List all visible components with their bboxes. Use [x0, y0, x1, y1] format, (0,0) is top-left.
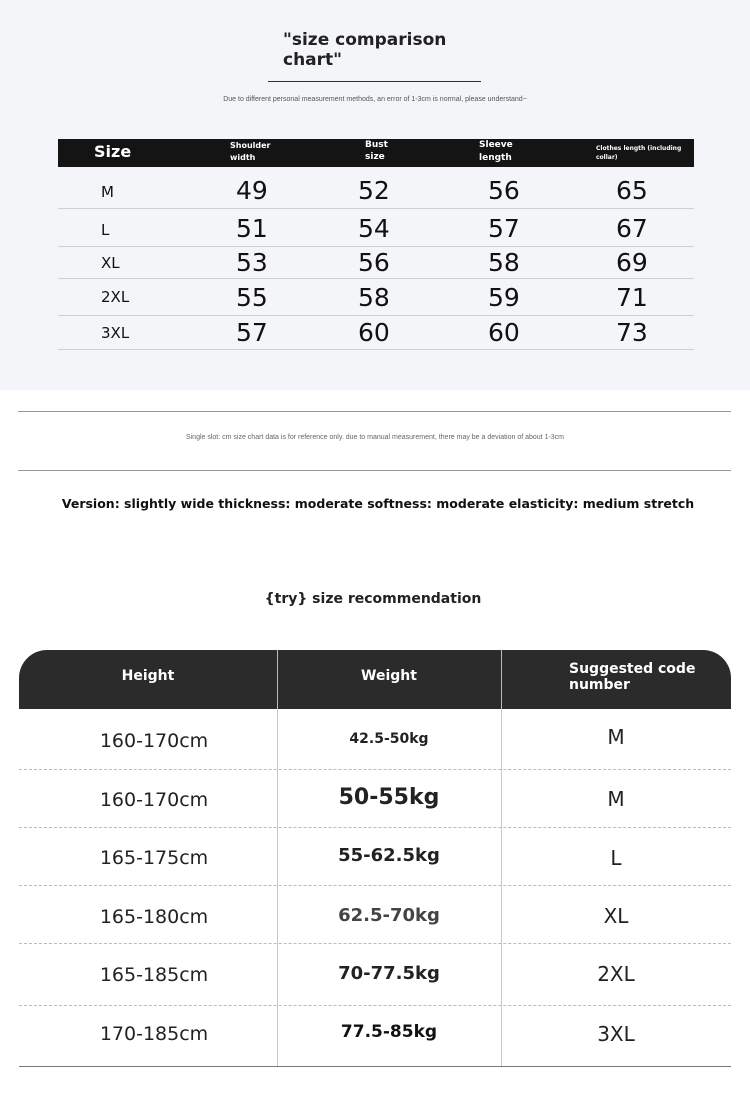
weight-value: 55-62.5kg [338, 845, 440, 866]
header-sleeve-length: Sleeve length [479, 140, 513, 163]
column-divider [501, 650, 502, 709]
bust-value: 52 [358, 176, 390, 205]
recommendation-row [19, 944, 731, 1006]
sleeve-value: 56 [488, 176, 520, 205]
bust-value: 60 [358, 318, 390, 347]
page-title: "size comparison chart" [283, 30, 447, 70]
header-height: Height [121, 668, 175, 684]
version-description: Version: slightly wide thickness: moderate softness: moderate elasticity: medium stretch [61, 496, 695, 511]
size-row [58, 246, 694, 279]
sleeve-value: 60 [488, 318, 520, 347]
size-row [58, 172, 694, 209]
header-weight: Weight [361, 668, 417, 684]
weight-value: 70-77.5kg [338, 963, 440, 984]
sleeve-value: 57 [488, 214, 520, 243]
height-value: 160-170cm [99, 789, 209, 811]
code-value: XL [603, 904, 629, 928]
code-value: M [607, 725, 625, 749]
weight-value: 42.5-50kg [349, 731, 429, 747]
recommendation-row [19, 886, 731, 944]
header-suggested-code: Suggested code number [569, 661, 696, 693]
code-value: M [607, 787, 625, 811]
size-row [58, 279, 694, 316]
bust-value: 54 [358, 214, 390, 243]
length-value: 65 [616, 176, 648, 205]
header-size: Size [94, 142, 132, 161]
shoulder-value: 49 [236, 176, 268, 205]
measurement-note: Due to different personal measurement methods, an error of 1-3cm is normal, please understand~ [223, 96, 527, 103]
size-label: M [101, 183, 114, 201]
bust-value: 56 [358, 248, 390, 277]
height-value: 165-175cm [99, 847, 209, 869]
size-chart-header [58, 139, 694, 167]
header-clothes-length: Clothes length (including collar) [596, 145, 682, 161]
length-value: 71 [616, 283, 648, 312]
size-label: XL [101, 254, 120, 272]
length-value: 69 [616, 248, 648, 277]
weight-value: 62.5-70kg [338, 905, 440, 926]
recommendation-row [19, 770, 731, 828]
size-label: L [101, 221, 110, 239]
shoulder-value: 57 [236, 318, 268, 347]
recommendation-header [19, 650, 731, 709]
sleeve-value: 59 [488, 283, 520, 312]
code-value: 3XL [597, 1022, 635, 1046]
table-bottom-border [19, 1066, 731, 1067]
size-row [58, 210, 694, 247]
sleeve-value: 58 [488, 248, 520, 277]
divider [18, 470, 731, 471]
header-shoulder-width: Shoulder width [230, 141, 271, 162]
size-row [58, 316, 694, 350]
size-chart-panel [0, 0, 750, 390]
recommendation-title: {try} size recommendation [264, 591, 482, 607]
recommendation-row [19, 828, 731, 886]
title-underline [268, 81, 481, 82]
shoulder-value: 55 [236, 283, 268, 312]
code-value: 2XL [597, 962, 635, 986]
height-value: 170-185cm [99, 1023, 209, 1045]
shoulder-value: 51 [236, 214, 268, 243]
weight-value: 50-55kg [338, 785, 440, 810]
size-label: 3XL [101, 324, 130, 342]
height-value: 160-170cm [99, 730, 209, 752]
length-value: 73 [616, 318, 648, 347]
divider [18, 411, 731, 412]
code-value: L [610, 846, 622, 870]
height-value: 165-185cm [99, 964, 209, 986]
header-bust-size: Bust size [365, 140, 388, 162]
weight-value: 77.5-85kg [340, 1022, 438, 1042]
reference-note: Single slot: cm size chart data is for reference only. due to manual measurement, there may be a deviation of about 1-3cm [185, 434, 565, 441]
shoulder-value: 53 [236, 248, 268, 277]
length-value: 67 [616, 214, 648, 243]
height-value: 165-180cm [99, 906, 209, 928]
size-label: 2XL [101, 288, 130, 306]
bust-value: 58 [358, 283, 390, 312]
recommendation-row [19, 709, 731, 770]
recommendation-row [19, 1006, 731, 1066]
